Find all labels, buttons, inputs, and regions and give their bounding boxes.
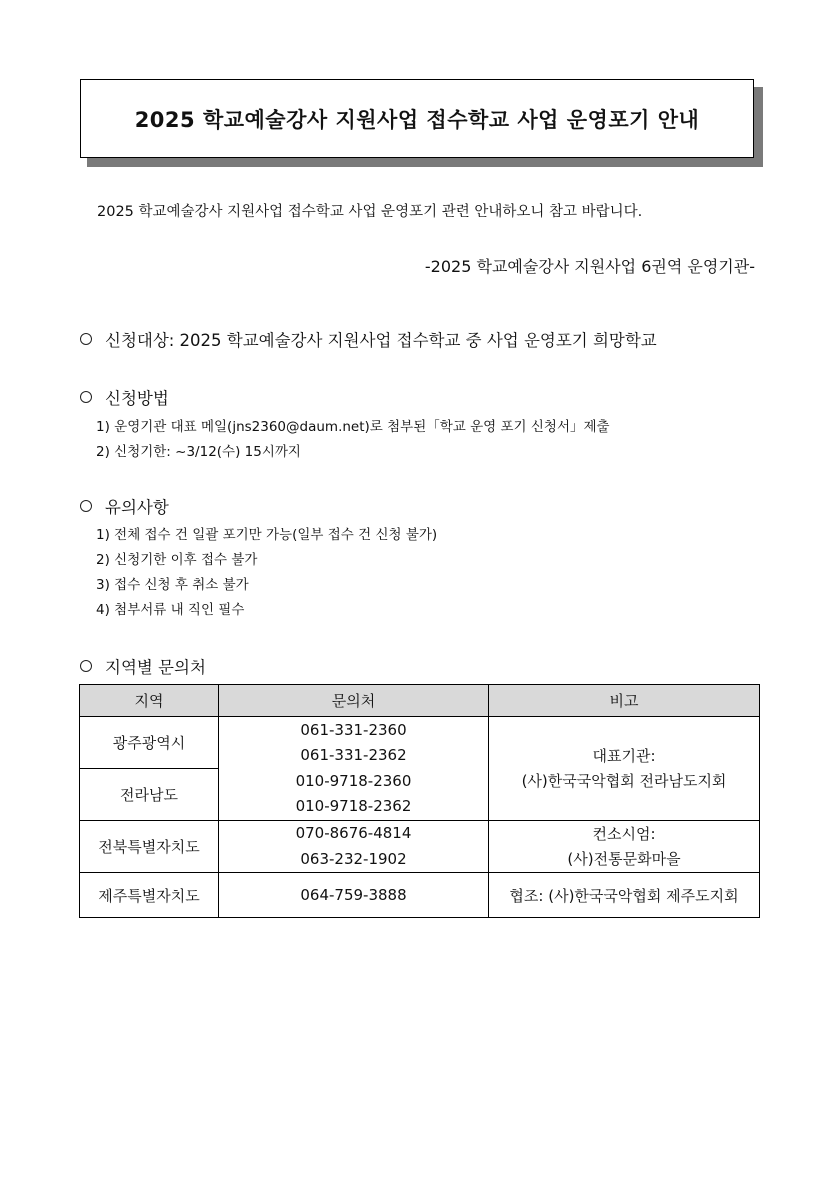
table-row [80,873,760,918]
phone-number: 010-9718-2362 [295,797,412,815]
table-row [80,717,760,769]
phone-number: 063-232-1902 [300,849,407,868]
method-item-1: 1) 운영기관 대표 메일(jns2360@daum.net)로 첨부된「학교 운영 포기 신청서」제출 [96,419,610,435]
phone-cell [219,717,489,821]
organizer-line: -2025 학교예술강사 지원사업 6권역 운영기관- [424,257,755,276]
remarks-cell [489,717,760,821]
section-method [80,385,169,409]
contacts-heading: 지역별 문의처 [105,658,206,677]
circle-bullet-icon [80,660,92,672]
region-cell: 광주광역시 [80,717,219,769]
phone-number: 010-9718-2360 [295,771,412,790]
table-header-row [80,685,760,717]
notes-heading: 유의사항 [105,498,169,517]
phone-number: 070-8676-4814 [295,824,412,842]
target-text: 신청대상: 2025 학교예술강사 지원사업 접수학교 중 사업 운영포기 희망학교 [105,331,657,350]
title-box [80,79,754,158]
table-row [80,821,760,873]
method-heading: 신청방법 [105,389,169,408]
document-title: 2025 학교예술강사 지원사업 접수학교 사업 운영포기 안내 [134,107,700,132]
notes-item-1: 1) 전체 접수 건 일괄 포기만 가능(일부 접수 건 신청 불가) [96,527,438,543]
remarks-cell [489,821,760,873]
region-cell: 전라남도 [80,769,219,821]
region-cell: 전북특별자치도 [80,821,219,873]
section-notes [80,494,169,518]
phone-number: 061-331-2362 [300,746,407,764]
section-target [80,327,657,351]
circle-bullet-icon [80,333,92,345]
remarks-line: (사)전통문화마을 [567,849,681,868]
remarks-cell: 협조: (사)한국국악협회 제주도지회 [489,873,760,918]
circle-bullet-icon [80,500,92,512]
region-cell: 제주특별자치도 [80,873,219,918]
notes-item-4: 4) 첨부서류 내 직인 필수 [96,602,245,618]
column-header-remarks: 비고 [489,685,760,717]
remarks-line: 컨소시엄: [592,824,656,843]
phone-number: 061-331-2360 [300,720,407,739]
circle-bullet-icon [80,391,92,403]
column-header-contact: 문의처 [219,685,489,717]
intro-text: 2025 학교예술강사 지원사업 접수학교 사업 운영포기 관련 안내하오니 참고 바랍니다. [97,204,643,220]
notes-item-2: 2) 신청기한 이후 접수 불가 [96,552,258,568]
remarks-line: (사)한국국악협회 전라남도지회 [521,771,727,790]
column-header-region: 지역 [80,685,219,717]
phone-cell [219,821,489,873]
notes-item-3: 3) 접수 신청 후 취소 불가 [96,577,249,593]
remarks-line: 대표기관: [592,746,656,765]
contacts-table [79,684,760,918]
section-contacts [80,654,206,678]
method-item-2: 2) 신청기한: ~3/12(수) 15시까지 [96,444,301,460]
phone-number: 064-759-3888 [219,873,489,918]
